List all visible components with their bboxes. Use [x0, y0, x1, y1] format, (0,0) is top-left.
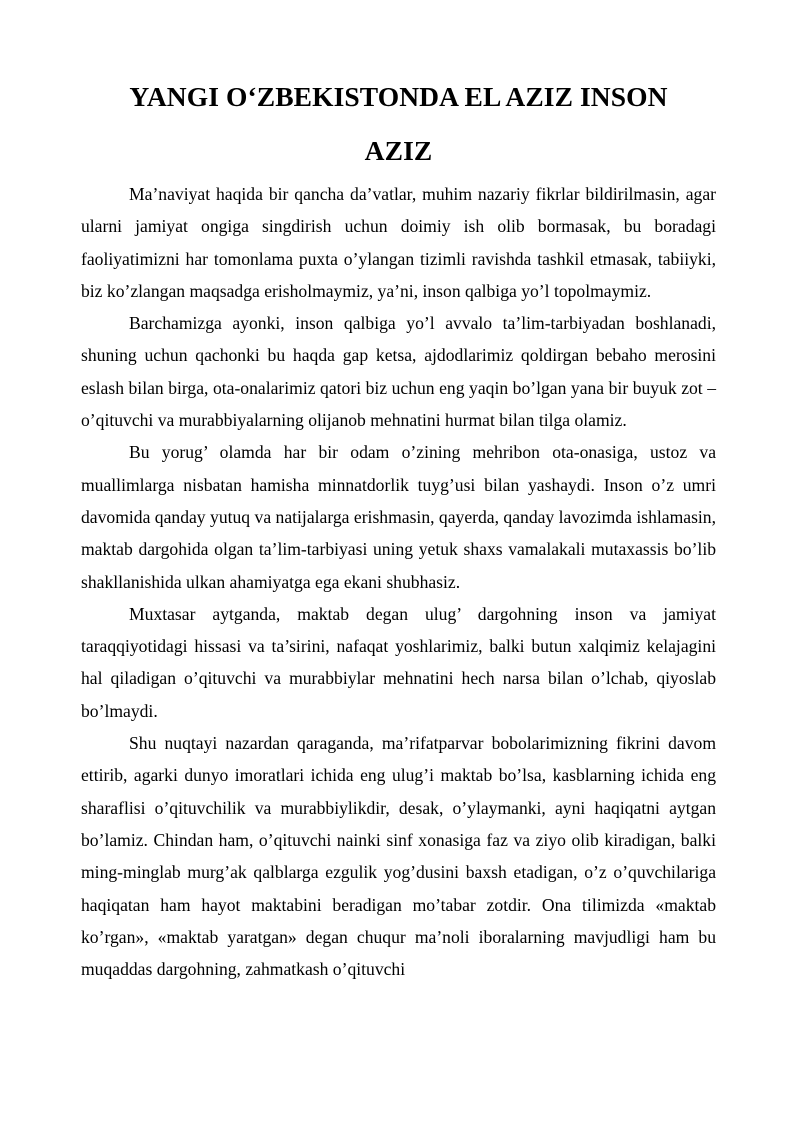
document-title: [81, 70, 716, 178]
paragraph-5: Shu nuqtayi nazardan qaraganda, ma’rifatparvar bobolarimizning fikrini davom ettirib, agarki dunyo imoratlari ichida eng ulug’i maktab bo’lsa, kasblarning ichida eng sharaflisi o’qituvchilik va murabbiylikdir, desak, o’ylaymanki, ayni haqiqatni aytgan bo’lamiz. Chindan ham, o’qituvchi nainki sinf xonasiga faz va ziyo olib kiradigan, balki ming-minglab murg’ak qalblarga ezgulik yog’dusini baxsh etadigan, o’z o’quvchilariga haqiqatan ham hayot maktabini beradigan mo’tabar zotdir. Ona tilimizda «maktab ko’rgan», «maktab yaratgan» degan chuqur ma’noli iboralarning mavjudligi ham bu muqaddas dargohning, zahmatkash o’qituvchi: [81, 733, 716, 980]
paragraph-2: Barchamizga ayonki, inson qalbiga yo’l avvalo ta’lim-tarbiyadan boshlanadi, shuning uchun qachonki bu haqda gap ketsa, ajdodlarimiz qoldirgan bebaho merosini eslash bilan birga, ota-onalarimiz qatori biz uchun eng yaqin bo’lgan yana bir buyuk zot – o’qituvchi va murabbiyalarning olijanob mehnatini hurmat bilan tilga olamiz.: [81, 313, 716, 431]
paragraph-3: Bu yorug’ olamda har bir odam o’zining mehribon ota-onasiga, ustoz va muallimlarga nisbatan hamisha minnatdorlik tuyg’usi bilan yashaydi. Inson o’z umri davomida qanday yutuq va natijalarga erishmasin, qayerda, qanday lavozimda ishlamasin, maktab dargohida olgan ta’lim-tarbiyasi uning yetuk shaxs vamalakali mutaxassis bo’lib shakllanishida ulkan ahamiyatga ega ekani shubhasiz.: [81, 442, 716, 592]
title-line-1: YANGI O‘ZBEKISTONDA EL AZIZ INSON: [129, 81, 668, 112]
paragraph-4: Muxtasar aytganda, maktab degan ulug’ dargohning inson va jamiyat taraqqiyotidagi hissasi va ta’sirini, nafaqat yoshlarimiz, balki butun xalqimiz kelajagini hal qiladigan o’qituvchi va murabbiylar mehnatini hech narsa bilan o’lchab, qiyoslab bo’lmaydi.: [81, 603, 716, 721]
title-line-2: AZIZ: [364, 135, 433, 166]
paragraph-1: Ma’naviyat haqida bir qancha da’vatlar, muhim nazariy fikrlar bildirilmasin, agar ularni jamiyat ongiga singdirish uchun doimiy ish olib bormasak, bu boradagi faoliyatimizni har tomonlama puxta o’ylangan tizimli ravishda tashkil etmasak, tabiiyki, biz ko’zlangan maqsadga erisholmaymiz, ya’ni, inson qalbiga yo’l topolmaymiz.: [81, 184, 716, 301]
